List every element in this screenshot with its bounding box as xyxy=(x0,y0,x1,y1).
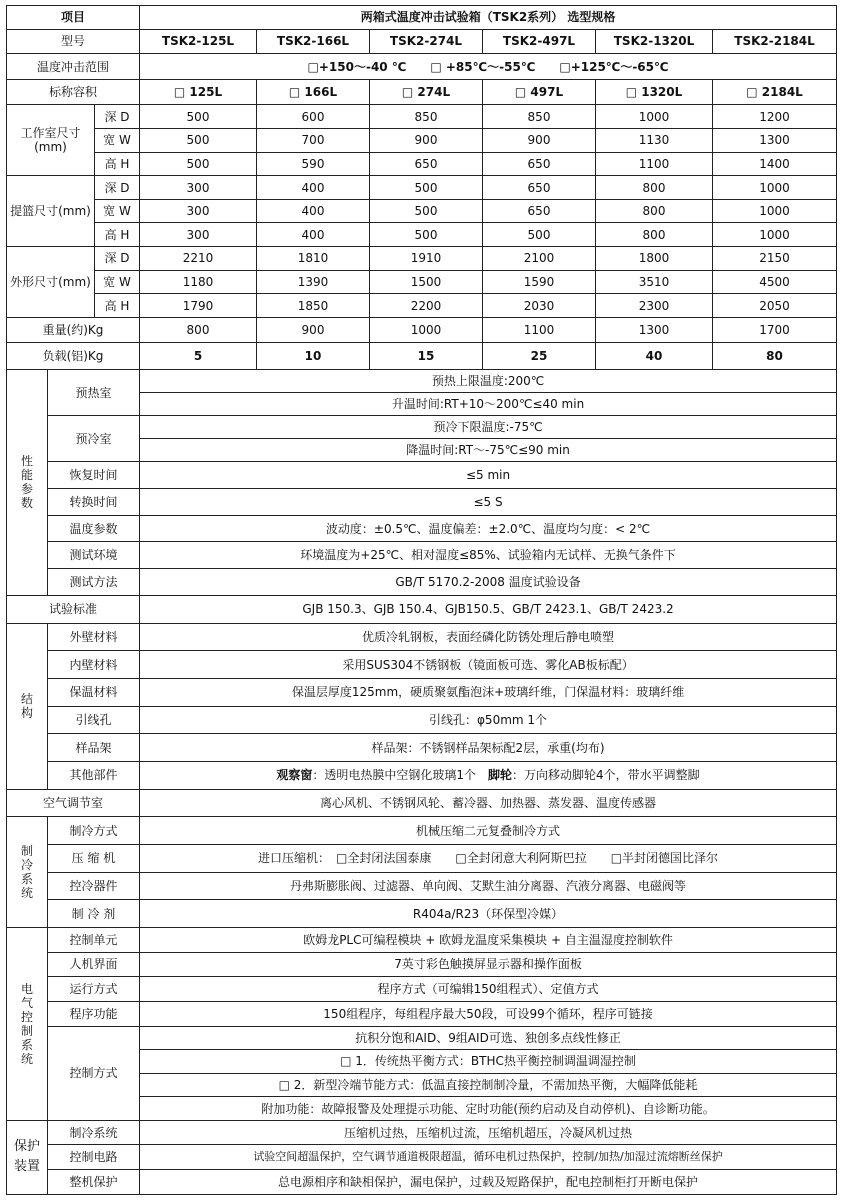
dim-cell: 1200 xyxy=(713,105,837,129)
protection-label: 保护装置 xyxy=(14,1139,41,1175)
protection-row-label: 制冷系统 xyxy=(48,1120,140,1145)
structure-row-value: 采用SUS304不锈钢板（镜面板可选、雾化AB板标配） xyxy=(140,651,837,679)
refrigeration-label: 制冷系统 xyxy=(21,844,34,901)
protection-row-label: 控制电路 xyxy=(48,1145,140,1170)
dim-cell: 1100 xyxy=(596,152,713,176)
dim-cell: 2100 xyxy=(483,247,596,271)
electric-row-label: 运行方式 xyxy=(48,977,140,1002)
electric-group-label xyxy=(7,928,48,1121)
dim-group-label: 提篮尺寸(mm) xyxy=(7,176,95,247)
protection-row-label: 整机保护 xyxy=(48,1170,140,1195)
precool-label: 预冷室 xyxy=(48,416,140,462)
dim-cell: 1000 xyxy=(596,105,713,129)
performance-group-label xyxy=(7,370,48,596)
dim-cell: 1180 xyxy=(140,270,257,294)
dim-cell: 600 xyxy=(257,105,370,129)
dim-cell: 300 xyxy=(140,176,257,200)
refrigeration-row-label: 控冷器件 xyxy=(48,872,140,900)
electric-row-label: 程序功能 xyxy=(48,1001,140,1026)
load-cell: 10 xyxy=(257,343,370,370)
other-parts-label: 其他部件 xyxy=(48,761,140,789)
refrigeration-row-value: 进口压缩机： □全封闭法国泰康 □全封闭意大利阿斯巴拉 □半封闭德国比泽尔 xyxy=(140,845,837,873)
dim-cell: 300 xyxy=(140,199,257,223)
dim-cell: 1590 xyxy=(483,270,596,294)
dim-cell: 800 xyxy=(596,199,713,223)
table-title: 两箱式温度冲击试验箱（TSK2系列） 选型规格 xyxy=(140,6,837,30)
caster-desc: ：万向移动脚轮4个，带水平调整脚 xyxy=(512,768,700,783)
preheat-line2: 升温时间:RT+10～200℃≤40 min xyxy=(140,392,837,416)
capacity-cell: □ 2184L xyxy=(713,79,837,105)
electric-row-label: 人机界面 xyxy=(48,952,140,977)
perf-row-label: 温度参数 xyxy=(48,515,140,542)
protection-row-value: 总电源相序和缺相保护，漏电保护，过载及短路保护，配电控制柜打开断电保护 xyxy=(140,1170,837,1195)
protection-row-value: 压缩机过热，压缩机过流，压缩机超压，冷凝风机过热 xyxy=(140,1120,837,1145)
perf-row-value: 波动度：±0.5℃、温度偏差：±2.0℃、温度均匀度：< 2℃ xyxy=(140,515,837,542)
weight-cell: 800 xyxy=(140,317,257,343)
structure-row-label: 样品架 xyxy=(48,734,140,762)
dim-cell: 500 xyxy=(370,223,483,247)
dim-cell: 590 xyxy=(257,152,370,176)
perf-row-label: 转换时间 xyxy=(48,489,140,516)
model-col: TSK2-1320L xyxy=(596,29,713,54)
refrigeration-group-label xyxy=(7,817,48,928)
load-cell: 5 xyxy=(140,343,257,370)
dim-cell: 2300 xyxy=(596,294,713,318)
structure-row-value: 保温层厚度125mm，硬质聚氨酯泡沫+玻璃纤维，门保温材料：玻璃纤维 xyxy=(140,678,837,706)
dim-cell: 650 xyxy=(483,152,596,176)
dim-cell: 2200 xyxy=(370,294,483,318)
dim-cell: 2210 xyxy=(140,247,257,271)
dim-sub-label: 宽 W xyxy=(95,270,140,294)
electric-row-value: 程序方式（可编辑150组程式）、定值方式 xyxy=(140,977,837,1002)
capacity-label: 标称容积 xyxy=(7,79,140,105)
dim-cell: 500 xyxy=(140,129,257,153)
dim-cell: 1300 xyxy=(713,129,837,153)
dim-cell: 500 xyxy=(140,105,257,129)
refrigeration-row-value: 丹弗斯膨胀阀、过滤器、单向阀、艾默生油分离器、汽液分离器、电磁阀等 xyxy=(140,872,837,900)
capacity-cell: □ 497L xyxy=(483,79,596,105)
perf-row-value: ≤5 S xyxy=(140,489,837,516)
model-col: TSK2-497L xyxy=(483,29,596,54)
dim-cell: 400 xyxy=(257,223,370,247)
structure-row-label: 内壁材料 xyxy=(48,651,140,679)
electric-row-label: 控制单元 xyxy=(48,928,140,953)
refrigeration-row-label: 制 冷 剂 xyxy=(48,900,140,928)
aircon-value: 离心风机、不锈钢风轮、蓄冷器、加热器、蒸发器、温度传感器 xyxy=(140,789,837,817)
dim-sub-label: 高 H xyxy=(95,294,140,318)
perf-row-value: GB/T 5170.2-2008 温度试验设备 xyxy=(140,569,837,596)
dim-sub-label: 高 H xyxy=(95,152,140,176)
dim-cell: 500 xyxy=(370,176,483,200)
model-col: TSK2-166L xyxy=(257,29,370,54)
performance-label: 性能参数 xyxy=(21,454,34,511)
electric-row-value: 欧姆龙PLC可编程模块 + 欧姆龙温度采集模块 + 自主温湿度控制软件 xyxy=(140,928,837,953)
load-cell: 40 xyxy=(596,343,713,370)
aircon-label: 空气调节室 xyxy=(7,789,140,817)
structure-row-label: 引线孔 xyxy=(48,706,140,734)
dim-cell: 1850 xyxy=(257,294,370,318)
weight-label: 重量(约)Kg xyxy=(7,317,140,343)
load-cell: 80 xyxy=(713,343,837,370)
dim-cell: 900 xyxy=(370,129,483,153)
structure-row-label: 保温材料 xyxy=(48,678,140,706)
structure-label: 结构 xyxy=(21,692,34,721)
dim-cell: 500 xyxy=(140,152,257,176)
weight-cell: 1100 xyxy=(483,317,596,343)
load-label: 负载(铝)Kg xyxy=(7,343,140,370)
perf-row-label: 测试环境 xyxy=(48,542,140,569)
dim-sub-label: 深 D xyxy=(95,247,140,271)
preheat-label: 预热室 xyxy=(48,370,140,416)
dim-sub-label: 宽 W xyxy=(95,199,140,223)
dim-cell: 850 xyxy=(483,105,596,129)
capacity-cell: □ 125L xyxy=(140,79,257,105)
standard-label: 试验标准 xyxy=(7,595,140,623)
window-term: 观察窗 xyxy=(276,768,313,783)
standard-value: GJB 150.3、GJB 150.4、GJB150.5、GB/T 2423.1、GB/T 2423.2 xyxy=(140,595,837,623)
dim-group-label: 外形尺寸(mm) xyxy=(7,247,95,318)
control-mode-line: 抗积分饱和AID、9组AID可选、独创多点线性修正 xyxy=(140,1026,837,1050)
dim-cell: 1500 xyxy=(370,270,483,294)
dim-cell: 900 xyxy=(483,129,596,153)
weight-cell: 1300 xyxy=(596,317,713,343)
dim-cell: 1910 xyxy=(370,247,483,271)
dim-cell: 650 xyxy=(483,176,596,200)
perf-row-value: ≤5 min xyxy=(140,462,837,489)
dim-cell: 2030 xyxy=(483,294,596,318)
electric-row-value: 150组程序，每组程序最大50段，可设99个循环，程序可链接 xyxy=(140,1001,837,1026)
spec-table xyxy=(6,5,837,1195)
dim-cell: 1400 xyxy=(713,152,837,176)
dim-cell: 1800 xyxy=(596,247,713,271)
dim-cell: 1000 xyxy=(713,176,837,200)
load-cell: 25 xyxy=(483,343,596,370)
capacity-cell: □ 1320L xyxy=(596,79,713,105)
dim-cell: 1000 xyxy=(713,199,837,223)
dim-cell: 1000 xyxy=(713,223,837,247)
dim-cell: 1130 xyxy=(596,129,713,153)
capacity-cell: □ 274L xyxy=(370,79,483,105)
dim-cell: 800 xyxy=(596,223,713,247)
model-col: TSK2-2184L xyxy=(713,29,837,54)
perf-row-label: 测试方法 xyxy=(48,569,140,596)
perf-row-label: 恢复时间 xyxy=(48,462,140,489)
structure-row-value: 优质冷轧钢板，表面经磷化防锈处理后静电喷塑 xyxy=(140,623,837,651)
model-col: TSK2-274L xyxy=(370,29,483,54)
refrigeration-row-label: 制冷方式 xyxy=(48,817,140,845)
dim-cell: 650 xyxy=(370,152,483,176)
dim-cell: 800 xyxy=(596,176,713,200)
dim-cell: 500 xyxy=(370,199,483,223)
caster-term: 脚轮 xyxy=(488,768,513,783)
structure-row-value: 样品架：不锈钢样品架标配2层，承重(均布) xyxy=(140,734,837,762)
dim-cell: 1390 xyxy=(257,270,370,294)
refrigeration-row-value: R404a/R23（环保型冷媒） xyxy=(140,900,837,928)
other-parts-value xyxy=(140,761,837,789)
dim-cell: 400 xyxy=(257,199,370,223)
dim-cell: 1790 xyxy=(140,294,257,318)
control-mode-line: □ 1．传统热平衡方式：BTHC热平衡控制调温调湿控制 xyxy=(140,1050,837,1074)
weight-cell: 900 xyxy=(257,317,370,343)
model-col: TSK2-125L xyxy=(140,29,257,54)
shock-range-label: 温度冲击范围 xyxy=(7,54,140,80)
weight-cell: 1000 xyxy=(370,317,483,343)
protection-group-label xyxy=(7,1120,48,1194)
dim-cell: 1810 xyxy=(257,247,370,271)
weight-cell: 1700 xyxy=(713,317,837,343)
control-mode-line: □ 2．新型冷端节能方式：低温直接控制制冷量，不需加热平衡，大幅降低能耗 xyxy=(140,1073,837,1097)
dim-cell: 2150 xyxy=(713,247,837,271)
dim-sub-label: 深 D xyxy=(95,176,140,200)
structure-row-value: 引线孔：φ50mm 1个 xyxy=(140,706,837,734)
dim-cell: 400 xyxy=(257,176,370,200)
perf-row-value: 环境温度为+25℃、相对湿度≤85%、试验箱内无试样、无换气条件下 xyxy=(140,542,837,569)
dim-cell: 300 xyxy=(140,223,257,247)
dim-sub-label: 宽 W xyxy=(95,129,140,153)
dim-sub-label: 高 H xyxy=(95,223,140,247)
electric-row-value: 7英寸彩色触摸屏显示器和操作面板 xyxy=(140,952,837,977)
dim-cell: 650 xyxy=(483,199,596,223)
item-header: 项目 xyxy=(7,6,140,30)
precool-line2: 降温时间:RT～-75℃≤90 min xyxy=(140,438,837,462)
window-desc: ：透明电热膜中空钢化玻璃1个 xyxy=(312,768,489,783)
dim-sub-label: 深 D xyxy=(95,105,140,129)
dim-cell: 850 xyxy=(370,105,483,129)
refrigeration-row-value: 机械压缩二元复叠制冷方式 xyxy=(140,817,837,845)
shock-range-value: □+150～-40 ℃ □ +85℃～-55℃ □+125℃～-65℃ xyxy=(140,54,837,80)
protection-row-value: 试验空间超温保护，空气调节通道极限超温，循环电机过热保护，控制/加热/加湿过流熔断丝保护 xyxy=(140,1145,837,1170)
dim-group-label: 工作室尺寸(mm) xyxy=(7,105,95,176)
electric-label: 电气控制系统 xyxy=(21,981,34,1066)
load-cell: 15 xyxy=(370,343,483,370)
model-label: 型号 xyxy=(7,29,140,54)
refrigeration-row-label: 压 缩 机 xyxy=(48,845,140,873)
structure-row-label: 外壁材料 xyxy=(48,623,140,651)
precool-line1: 预冷下限温度:-75℃ xyxy=(140,416,837,439)
dim-cell: 700 xyxy=(257,129,370,153)
dim-cell: 2050 xyxy=(713,294,837,318)
dim-cell: 3510 xyxy=(596,270,713,294)
control-mode-line: 附加功能：故障报警及处理提示功能、定时功能(预约启动及自动停机)、自诊断功能。 xyxy=(140,1097,837,1121)
structure-group-label xyxy=(7,623,48,789)
control-mode-label: 控制方式 xyxy=(48,1026,140,1120)
capacity-cell: □ 166L xyxy=(257,79,370,105)
preheat-line1: 预热上限温度:200℃ xyxy=(140,370,837,393)
dim-cell: 4500 xyxy=(713,270,837,294)
dim-cell: 500 xyxy=(483,223,596,247)
